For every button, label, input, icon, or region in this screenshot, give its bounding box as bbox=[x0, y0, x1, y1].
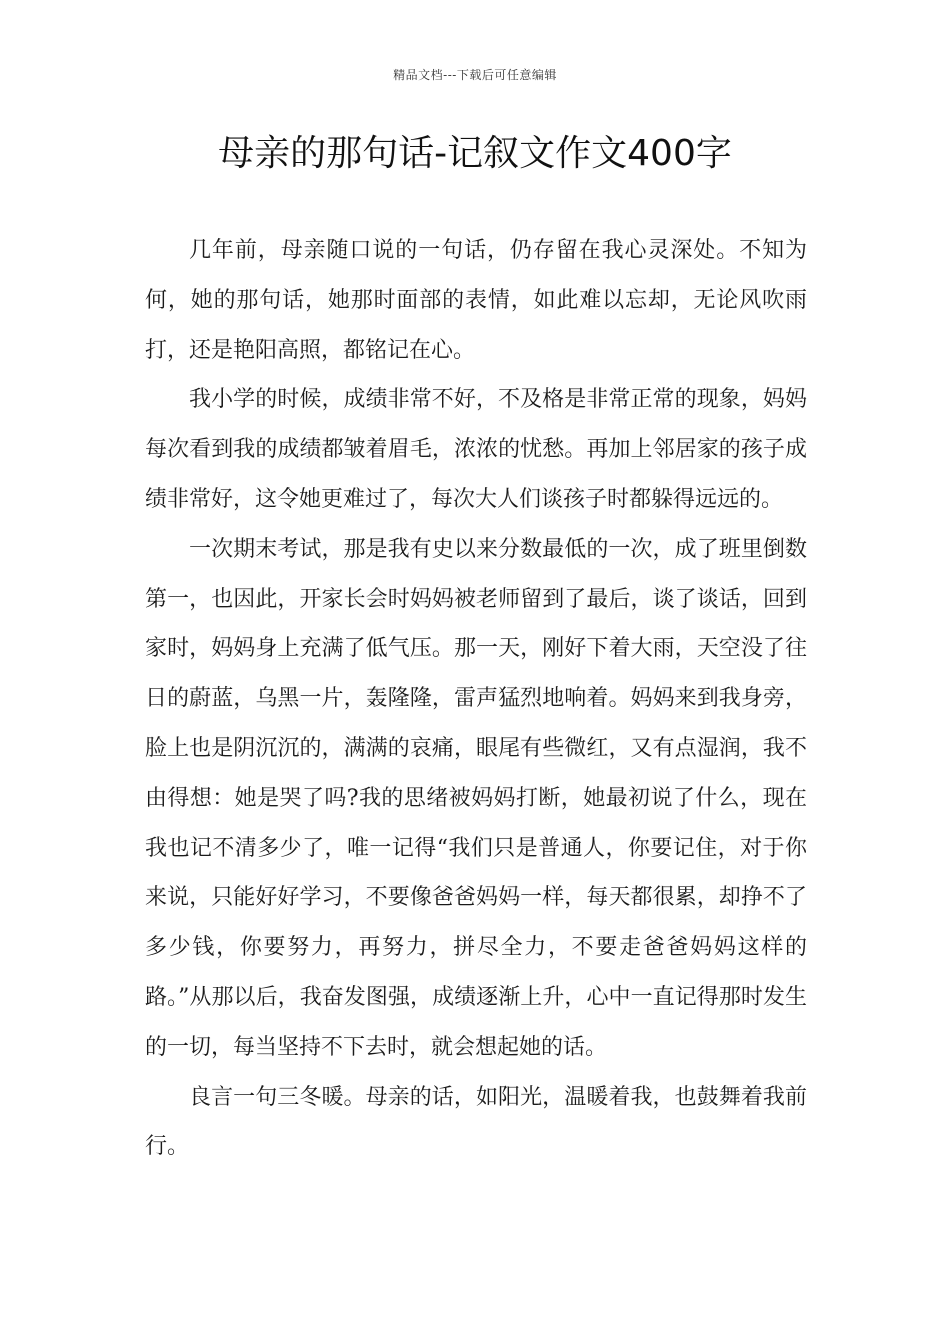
paragraph-4: 良言一句三冬暖。母亲的话，如阳光，温暖着我，也鼓舞着我前行。 bbox=[145, 1084, 807, 1160]
header-note: 精品文档---下载后可任意编辑 bbox=[393, 68, 557, 82]
paragraph-2: 我小学的时候，成绩非常不好，不及格是非常正常的现象，妈妈每次看到我的成绩都皱着眉毛，浓浓的忧愁。再加上邻居家的孩子成绩非常好，这令她更难过了，每次大人们谈孩子时都躲得远远的。 bbox=[145, 387, 807, 512]
paragraph-3: 一次期末考试，那是我有史以来分数最低的一次，成了班里倒数第一，也因此，开家长会时妈妈被老师留到了最后，谈了谈话，回到家时，妈妈身上充满了低气压。那一天，刚好下着大雨，天空没了往日的蔚蓝，乌黑一片，轰隆隆，雷声猛烈地响着。妈妈来到我身旁，脸上也是阴沉沉的，满满的哀痛，眼尾有些微红，又有点湿润，我不由得想：她是哭了吗?我的思绪被妈妈打断，她最初说了什么，现在我也记不清多少了，唯一记得“我们只是普通人，你要记住，对于你来说，只能好好学习，不要像爸爸妈妈一样，每天都很累，却挣不了多少钱，你要努力，再努力，拼尽全力，不要走爸爸妈妈这样的路。”从那以后，我奋发图强，成绩逐渐上升，心中一直记得那时发生的一切，每当坚持不下去时，就会想起她的话。 bbox=[145, 536, 807, 1060]
document-body bbox=[145, 226, 807, 1172]
paragraph-1: 几年前，母亲随口说的一句话，仍存留在我心灵深处。不知为何，她的那句话，她那时面部的表情，如此难以忘却，无论风吹雨打，还是艳阳高照，都铭记在心。 bbox=[145, 238, 807, 363]
document-title: 母亲的那句话-记叙文作文400字 bbox=[218, 133, 732, 174]
